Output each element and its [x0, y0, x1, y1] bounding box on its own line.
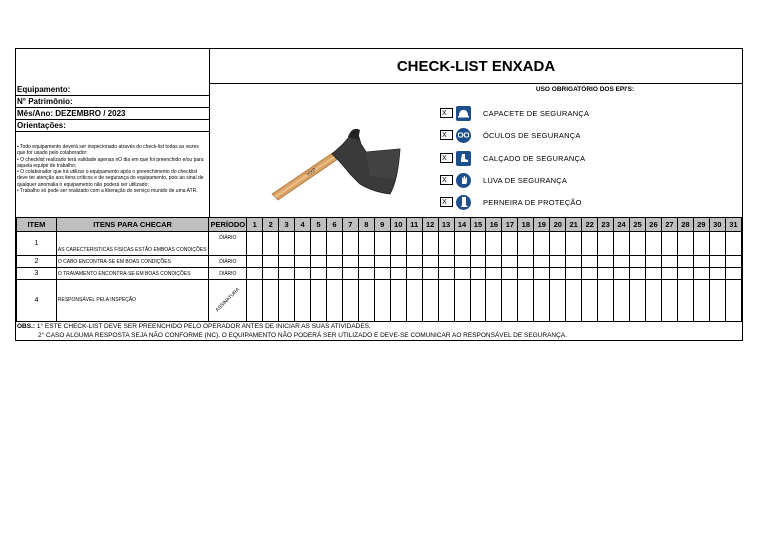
obs-label: OBS.:: [17, 323, 36, 330]
day-check-cell[interactable]: [263, 232, 279, 256]
day-check-cell[interactable]: [438, 268, 454, 280]
day-check-cell[interactable]: [518, 268, 534, 280]
day-check-cell[interactable]: [502, 256, 518, 268]
header-day: 11: [406, 218, 422, 232]
day-check-cell[interactable]: [311, 268, 327, 280]
header-day: 19: [534, 218, 550, 232]
checklist-table: [16, 217, 742, 322]
equipment-info-panel: [16, 84, 209, 217]
day-check-cell[interactable]: [406, 268, 422, 280]
day-check-cell[interactable]: [390, 232, 406, 256]
day-check-cell[interactable]: [725, 280, 741, 322]
day-check-cell[interactable]: [390, 268, 406, 280]
day-check-cell[interactable]: [598, 280, 614, 322]
day-check-cell[interactable]: [598, 232, 614, 256]
day-check-cell[interactable]: [247, 232, 263, 256]
day-check-cell[interactable]: [470, 280, 486, 322]
day-check-cell[interactable]: [645, 256, 661, 268]
day-check-cell[interactable]: [422, 280, 438, 322]
table-row: [17, 256, 742, 268]
day-check-cell[interactable]: [582, 268, 598, 280]
day-check-cell[interactable]: [709, 280, 725, 322]
day-check-cell[interactable]: [342, 232, 358, 256]
day-check-cell[interactable]: [550, 268, 566, 280]
day-check-cell[interactable]: [438, 256, 454, 268]
epi-label: CALÇADO DE SEGURANÇA: [483, 153, 586, 163]
header-day: 1: [247, 218, 263, 232]
day-check-cell[interactable]: [502, 268, 518, 280]
day-check-cell[interactable]: [326, 232, 342, 256]
epi-item-luva: [440, 172, 567, 188]
day-check-cell[interactable]: [598, 256, 614, 268]
obs-line-2: 2° CASO ALGUMA RESPOSTA SEJA NÃO CONFORME (NC), O EQUIPAMENTO NÃO PODERÁ SER UTILIZADO E DEVE-SE COMUNICAR AO RESPONSÁVEL DE SEGURANÇA.: [38, 332, 567, 339]
mes-ano-field[interactable]: Mês/Ano: DEZEMBRO / 2023: [16, 108, 209, 120]
header-day: 16: [486, 218, 502, 232]
day-check-cell[interactable]: [279, 268, 295, 280]
epi-checkbox[interactable]: X: [440, 130, 453, 140]
epi-item-oculos: [440, 127, 581, 143]
day-check-cell[interactable]: [709, 256, 725, 268]
equipment-field[interactable]: Equipamento:: [16, 84, 209, 96]
epi-label: LUVA DE SEGURANÇA: [483, 175, 568, 185]
shin-guard-icon: [456, 195, 471, 210]
day-check-cell[interactable]: [534, 268, 550, 280]
day-check-cell[interactable]: [709, 268, 725, 280]
header-day: 14: [454, 218, 470, 232]
day-check-cell[interactable]: [566, 268, 582, 280]
header-day: 8: [358, 218, 374, 232]
epi-heading: USO OBRIGATÓRIO DOS EPI'S:: [535, 86, 635, 93]
day-check-cell[interactable]: [725, 256, 741, 268]
day-check-cell[interactable]: [502, 232, 518, 256]
day-check-cell[interactable]: [614, 268, 630, 280]
day-check-cell[interactable]: [374, 232, 390, 256]
day-check-cell[interactable]: [342, 268, 358, 280]
day-check-cell[interactable]: [518, 232, 534, 256]
glove-icon: [456, 173, 471, 188]
day-check-cell[interactable]: [422, 256, 438, 268]
day-check-cell[interactable]: [454, 268, 470, 280]
day-check-cell[interactable]: [470, 232, 486, 256]
day-check-cell[interactable]: [630, 256, 646, 268]
observations: [16, 322, 743, 340]
header-day: 30: [709, 218, 725, 232]
day-check-cell[interactable]: [693, 232, 709, 256]
day-check-cell[interactable]: [566, 280, 582, 322]
day-check-cell[interactable]: [645, 268, 661, 280]
day-check-cell[interactable]: [486, 256, 502, 268]
guideline-item: • Todo equipamento deverá ser inspecionado através do check-list todas as vezes que for usado pelo colaborador:: [17, 144, 199, 157]
day-check-cell[interactable]: [486, 268, 502, 280]
epi-label: CAPACETE DE SEGURANÇA: [483, 108, 590, 118]
epi-item-calcado: [440, 150, 585, 166]
header-day: 5: [311, 218, 327, 232]
day-check-cell[interactable]: [406, 232, 422, 256]
day-check-cell[interactable]: [598, 268, 614, 280]
day-check-cell[interactable]: [454, 280, 470, 322]
hoe-brand-label: HXP: [305, 166, 318, 178]
day-check-cell[interactable]: [422, 268, 438, 280]
day-check-cell[interactable]: [470, 256, 486, 268]
day-check-cell[interactable]: [661, 232, 677, 256]
day-check-cell[interactable]: [534, 232, 550, 256]
day-check-cell[interactable]: [279, 232, 295, 256]
day-check-cell[interactable]: [295, 256, 311, 268]
header-day: 21: [566, 218, 582, 232]
day-check-cell[interactable]: [693, 256, 709, 268]
day-check-cell[interactable]: [486, 232, 502, 256]
day-check-cell[interactable]: [358, 268, 374, 280]
day-check-cell[interactable]: [614, 256, 630, 268]
row-description: O CABO ENCONTRA-SE EM BOAS CONDIÇÕES: [56, 256, 208, 268]
epi-checkbox[interactable]: X: [440, 153, 453, 163]
guidelines-list: [16, 132, 209, 194]
day-check-cell[interactable]: [550, 232, 566, 256]
signature-label: ASSINATURA: [214, 286, 242, 314]
day-check-cell[interactable]: [311, 256, 327, 268]
boot-icon: [456, 151, 471, 166]
day-check-cell[interactable]: [677, 280, 693, 322]
orientacoes-label: Orientações:: [16, 120, 209, 132]
hoe-icon: [210, 84, 436, 217]
day-check-cell[interactable]: [486, 280, 502, 322]
guideline-item: • O checklist realizado terá validade apenas nO dia em que foi preenchido e/ou para aquela equipe de trabalho;: [17, 156, 204, 169]
epi-panel: [436, 84, 742, 217]
day-check-cell[interactable]: [709, 232, 725, 256]
header-day: 18: [518, 218, 534, 232]
row-periodo: DIÁRIO: [209, 232, 247, 256]
header-day: 12: [422, 218, 438, 232]
day-check-cell[interactable]: [406, 256, 422, 268]
day-check-cell[interactable]: [645, 232, 661, 256]
header-itens: ITENS PARA CHECAR: [56, 218, 208, 232]
header-day: 7: [342, 218, 358, 232]
day-check-cell[interactable]: [247, 256, 263, 268]
header-day: 4: [295, 218, 311, 232]
header-periodo: PERÍODO: [209, 218, 247, 232]
header-day: 20: [550, 218, 566, 232]
epi-item-perneira: [440, 194, 582, 210]
day-check-cell[interactable]: [677, 232, 693, 256]
day-check-cell[interactable]: [534, 256, 550, 268]
day-check-cell[interactable]: [534, 280, 550, 322]
guideline-item: • O colaborador que irá utilizar o equipamento após o preenchimento do checklist deve ter atenção aos itens críticos e de segurança do equipamento, pois ao sinal de qualquer anomalia o equipamento não poderá ser utilizado;: [17, 169, 204, 188]
table-row: [17, 232, 742, 256]
day-check-cell[interactable]: [566, 256, 582, 268]
day-check-cell[interactable]: [630, 280, 646, 322]
day-check-cell[interactable]: [725, 232, 741, 256]
header-day: 15: [470, 218, 486, 232]
epi-item-capacete: [440, 105, 589, 121]
day-check-cell[interactable]: [550, 280, 566, 322]
row-item-number: 1: [17, 232, 57, 256]
header-day: 10: [390, 218, 406, 232]
day-check-cell[interactable]: [582, 280, 598, 322]
epi-checkbox[interactable]: X: [440, 175, 453, 185]
row-periodo: DIÁRIO: [209, 256, 247, 268]
day-check-cell[interactable]: [374, 280, 390, 322]
header-day: 24: [614, 218, 630, 232]
day-check-cell[interactable]: [614, 232, 630, 256]
row-item-number: 4: [17, 280, 57, 322]
obs-line-1: 1° ESTE CHECK-LIST DEVE SER PREENCHIDO PELO OPERADOR ANTES DE INICIAR AS SUAS ATIVIDADES.: [36, 323, 371, 330]
day-check-cell[interactable]: [295, 280, 311, 322]
day-check-cell[interactable]: [390, 280, 406, 322]
day-check-cell[interactable]: [247, 280, 263, 322]
header-day: 27: [661, 218, 677, 232]
day-check-cell[interactable]: [454, 232, 470, 256]
day-check-cell[interactable]: [358, 232, 374, 256]
header-day: 28: [677, 218, 693, 232]
day-check-cell[interactable]: [263, 280, 279, 322]
day-check-cell[interactable]: [725, 268, 741, 280]
day-check-cell[interactable]: [693, 280, 709, 322]
header-day: 26: [645, 218, 661, 232]
day-check-cell[interactable]: [326, 268, 342, 280]
epi-label: PERNEIRA DE PROTEÇÃO: [483, 197, 582, 207]
header-day: 17: [502, 218, 518, 232]
day-check-cell[interactable]: [390, 256, 406, 268]
day-check-cell[interactable]: [645, 280, 661, 322]
patrimonio-field[interactable]: N° Patrimônio:: [16, 96, 209, 108]
row-item-number: 3: [17, 268, 57, 280]
guideline-item: • Trabalho só pode ser realizado com a liberação do serviço munido de uma ATR.: [17, 188, 198, 195]
day-check-cell[interactable]: [677, 256, 693, 268]
row-periodo: DIÁRIO: [209, 268, 247, 280]
day-check-cell[interactable]: [311, 232, 327, 256]
day-check-cell[interactable]: [661, 280, 677, 322]
header-item: ITEM: [17, 218, 57, 232]
day-check-cell[interactable]: [550, 256, 566, 268]
goggles-icon: [456, 128, 471, 143]
day-check-cell[interactable]: [630, 268, 646, 280]
day-check-cell[interactable]: [630, 232, 646, 256]
day-check-cell[interactable]: [502, 280, 518, 322]
day-check-cell[interactable]: [342, 280, 358, 322]
header-day: 3: [279, 218, 295, 232]
day-check-cell[interactable]: [358, 256, 374, 268]
epi-checkbox[interactable]: X: [440, 108, 453, 118]
table-row: [17, 280, 742, 322]
day-check-cell[interactable]: [614, 280, 630, 322]
day-check-cell[interactable]: [518, 256, 534, 268]
checklist-sheet: [15, 48, 743, 341]
day-check-cell[interactable]: [358, 280, 374, 322]
row-item-number: 2: [17, 256, 57, 268]
day-check-cell[interactable]: [661, 268, 677, 280]
header-day: 25: [630, 218, 646, 232]
day-check-cell[interactable]: [279, 256, 295, 268]
day-check-cell[interactable]: [470, 268, 486, 280]
day-check-cell[interactable]: [677, 268, 693, 280]
day-check-cell[interactable]: [263, 256, 279, 268]
day-check-cell[interactable]: [693, 268, 709, 280]
mes-ano-value: DEZEMBRO / 2023: [55, 109, 126, 118]
day-check-cell[interactable]: [263, 268, 279, 280]
day-check-cell[interactable]: [311, 280, 327, 322]
page-title: CHECK-LIST ENXADA: [209, 49, 742, 84]
header-day: 31: [725, 218, 741, 232]
day-check-cell[interactable]: [295, 232, 311, 256]
day-check-cell[interactable]: [582, 256, 598, 268]
row-description: O TRAVAMENTO ENCONTRA-SE EM BOAS CONDIÇÕES: [56, 268, 208, 280]
day-check-cell[interactable]: [582, 232, 598, 256]
header-day: 29: [693, 218, 709, 232]
day-check-cell[interactable]: [566, 232, 582, 256]
row-periodo: [209, 280, 247, 322]
table-header-row: [17, 218, 742, 232]
epi-checkbox[interactable]: X: [440, 197, 453, 207]
day-check-cell[interactable]: [326, 280, 342, 322]
row-description: RESPONSÁVEL PELA INSPEÇÃO: [56, 280, 208, 322]
day-check-cell[interactable]: [295, 268, 311, 280]
day-check-cell[interactable]: [661, 256, 677, 268]
day-check-cell[interactable]: [279, 280, 295, 322]
day-check-cell[interactable]: [454, 256, 470, 268]
day-check-cell[interactable]: [438, 232, 454, 256]
day-check-cell[interactable]: [374, 268, 390, 280]
day-check-cell[interactable]: [374, 256, 390, 268]
day-check-cell[interactable]: [422, 232, 438, 256]
header-day: 9: [374, 218, 390, 232]
day-check-cell[interactable]: [438, 280, 454, 322]
day-check-cell[interactable]: [342, 256, 358, 268]
day-check-cell[interactable]: [326, 256, 342, 268]
header-day: 23: [598, 218, 614, 232]
epi-label: ÓCULOS DE SEGURANÇA: [483, 130, 581, 140]
helmet-icon: [456, 106, 471, 121]
day-check-cell[interactable]: [406, 280, 422, 322]
row-description: AS CARECTERISTICAS FÍSICAS ESTÃO EMBOAS CONDIÇÕES: [56, 232, 208, 256]
day-check-cell[interactable]: [518, 280, 534, 322]
hoe-image: [209, 84, 436, 217]
header-day: 6: [326, 218, 342, 232]
header-day: 2: [263, 218, 279, 232]
header-day: 22: [582, 218, 598, 232]
day-check-cell[interactable]: [247, 268, 263, 280]
table-row: [17, 268, 742, 280]
header-day: 13: [438, 218, 454, 232]
